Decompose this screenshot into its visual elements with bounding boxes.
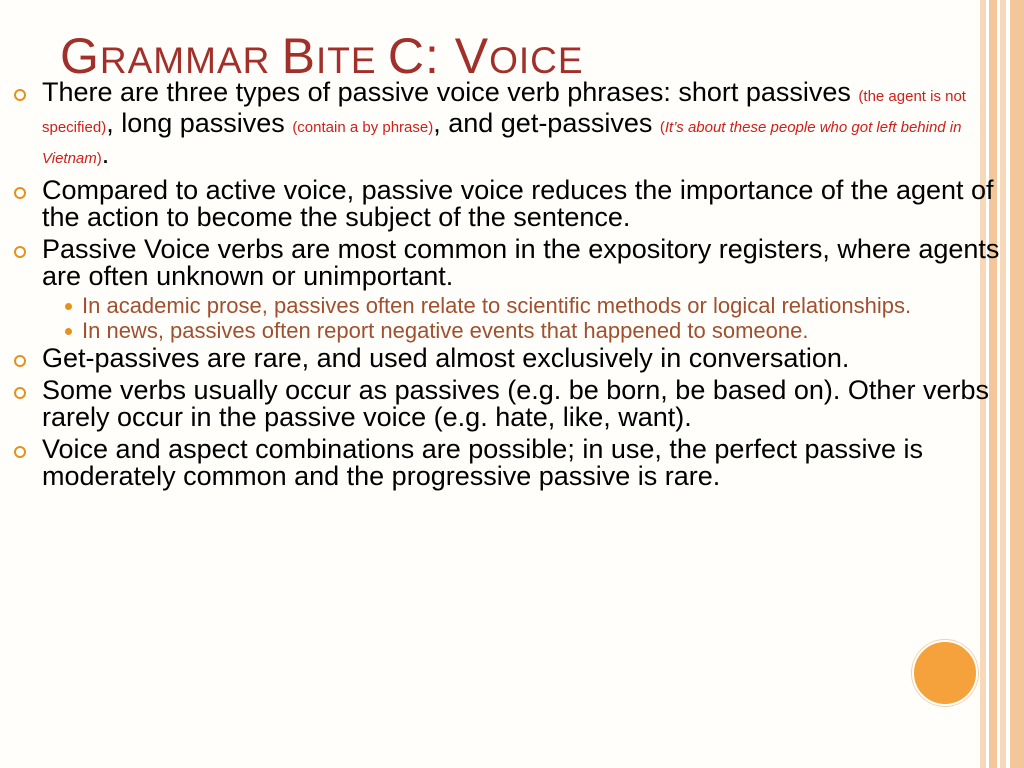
bullet-item <box>12 177 1002 231</box>
sub-bullet-marker-icon <box>65 328 72 335</box>
title-part: ITE <box>316 40 388 81</box>
bullet-marker-icon <box>14 89 26 101</box>
bullet-marker-icon <box>14 387 26 399</box>
decorative-circle-icon <box>912 640 978 706</box>
bullet-text: Some verbs usually occur as passives (e.g. be born, be based on). Other verbs rarely occur in the passive voice (e.g. hate, like, want). <box>42 375 989 432</box>
bullet-note: (contain a by phrase) <box>292 119 434 136</box>
bullet-note: ) <box>96 150 102 167</box>
sub-bullet-marker-icon <box>65 303 72 310</box>
title-part: RAMMAR <box>99 40 282 81</box>
bullet-item <box>12 236 1002 290</box>
bullet-marker-icon <box>14 187 26 199</box>
bullet-note: (the agent is not specified) <box>42 88 966 136</box>
bullet-note: It’s about these people who got left behind in Vietnam <box>42 119 962 167</box>
bullet-marker-icon <box>14 355 26 367</box>
bullet-text: Voice and aspect combinations are possible; in use, the perfect passive is moderately common and the progressive passive is rare. <box>42 434 924 491</box>
bullet-note: ( <box>659 119 665 136</box>
bullet-text: Get-passives are rare, and used almost exclusively in conversation. <box>42 343 850 373</box>
bullet-item <box>12 345 1002 372</box>
bullet-marker-icon <box>14 446 26 458</box>
sub-bullet-item <box>12 295 1002 317</box>
bullet-text: . <box>101 139 110 169</box>
slide-body <box>12 79 1002 495</box>
bullet-item <box>12 377 1002 431</box>
title-part: OICE <box>489 40 584 81</box>
sub-bullet-text: In news, passives often report negative events that happened to someone. <box>82 318 809 343</box>
bullet-text: There are three types of passive voice verb phrases: short passives <box>42 77 859 107</box>
bullet-item <box>12 79 1002 172</box>
bullet-item <box>12 436 1002 490</box>
bullet-text: Compared to active voice, passive voice reduces the importance of the agent of the action to become the subject of the sentence. <box>42 175 994 232</box>
bullet-text: , and get-passives <box>433 108 660 138</box>
bullet-text: Passive Voice verbs are most common in the expository registers, where agents are often unknown or unimportant. <box>42 234 1000 291</box>
stripe <box>1010 0 1024 768</box>
bullet-marker-icon <box>14 246 26 258</box>
sub-bullet-text: In academic prose, passives often relate to scientific methods or logical relationships. <box>82 293 912 318</box>
bullet-text: , long passives <box>106 108 293 138</box>
sub-bullet-item <box>12 320 1002 342</box>
title-part: G <box>60 28 100 84</box>
title-part: C: V <box>387 28 490 84</box>
title-part: B <box>281 28 316 84</box>
